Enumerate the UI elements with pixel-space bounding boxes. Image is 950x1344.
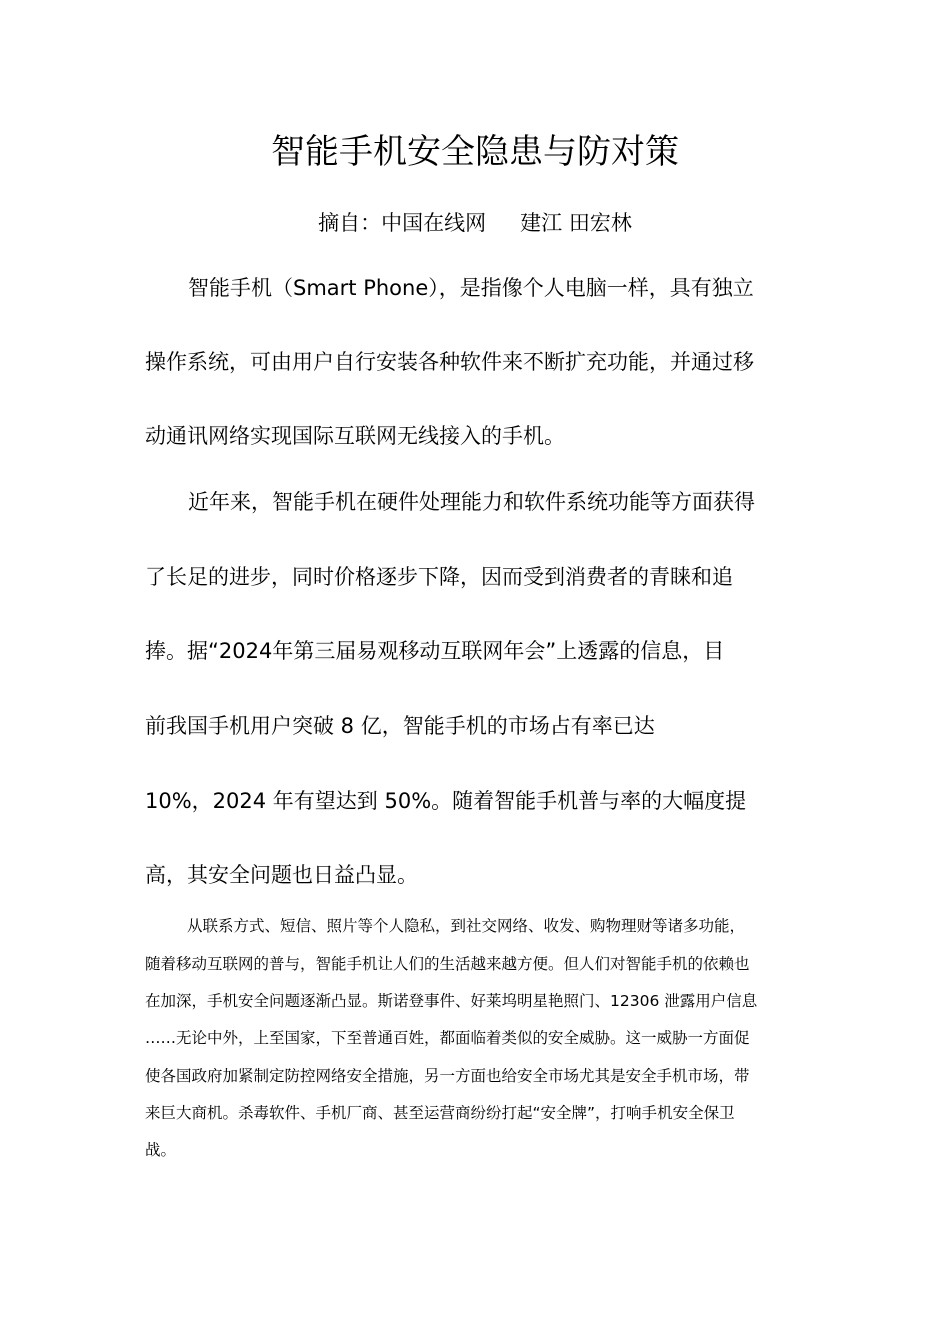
paragraph-3-line: ……无论中外，上至国家，下至普通百姓，都面临着类似的安全威胁。这一威胁一方面促 <box>145 1029 750 1047</box>
paragraph-1-line: 智能手机（Smart Phone），是指像个人电脑一样，具有独立 <box>188 276 754 300</box>
paragraph-2-line: 高，其安全问题也日益凸显。 <box>145 863 418 887</box>
byline <box>0 208 950 238</box>
paragraph-2-line: 近年来，智能手机在硬件处理能力和软件系统功能等方面获得 <box>188 490 755 514</box>
paragraph-3-line: 战。 <box>145 1141 177 1159</box>
paragraph-1-line: 操作系统，可由用户自行安装各种软件来不断扩充功能，并通过移 <box>145 350 754 374</box>
paragraph-3-line: 从联系方式、短信、照片等个人隐私，到社交网络、收发、购物理财等诸多功能， <box>187 917 746 935</box>
document-title: 智能手机安全隐患与防对策 <box>271 132 679 172</box>
paragraph-3-line: 使各国政府加紧制定防控网络安全措施，另一方面也给安全市场尤其是安全手机市场，带 <box>145 1067 750 1085</box>
paragraph-3-line: 随着移动互联网的普与，智能手机让人们的生活越来越方便。但人们对智能手机的依赖也 <box>145 955 750 973</box>
byline-source: 摘自：中国在线网 <box>318 211 487 235</box>
byline-authors: 建江 田宏林 <box>520 211 632 235</box>
paragraph-2-line: 前我国手机用户突破 8 亿，智能手机的市场占有率已达 <box>145 714 655 738</box>
paragraph-3-line: 在加深，手机安全问题逐渐凸显。斯诺登事件、好莱坞明星艳照门、12306 泄露用户信息 <box>145 992 758 1010</box>
paragraph-1-line: 动通讯网络实现国际互联网无线接入的手机。 <box>145 424 565 448</box>
paragraph-2-line: 了长足的进步，同时价格逐步下降，因而受到消费者的青睐和追 <box>145 565 733 589</box>
paragraph-2-line: 10%，2024 年有望达到 50%。随着智能手机普与率的大幅度提 <box>145 789 747 813</box>
paragraph-2-line: 捧。据“2024年第三届易观移动互联网年会”上透露的信息，目 <box>145 639 725 663</box>
paragraph-3-line: 来巨大商机。杀毒软件、手机厂商、甚至运营商纷纷打起“安全牌”，打响手机安全保卫 <box>145 1104 735 1122</box>
